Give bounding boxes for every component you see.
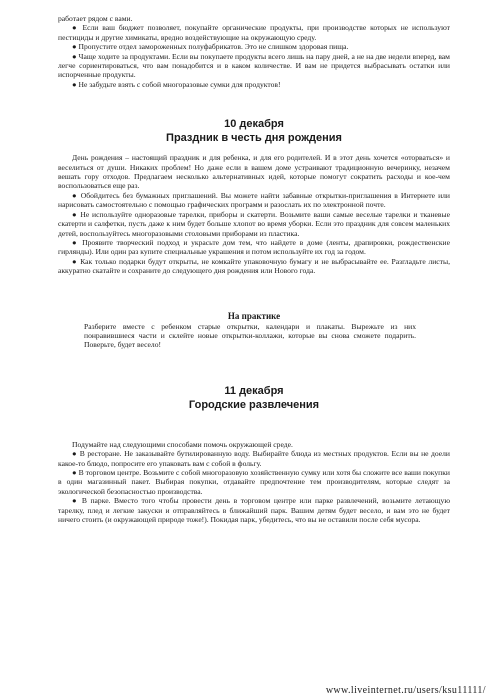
intro-paragraph-1: ● Если ваш бюджет позволяет, покупайте органические продукты, при производстве которых не используют пестициды и другие химикаты, вредно воздействующие на окружающую среду. (58, 23, 450, 42)
section-title: Праздник в честь дня рождения (166, 132, 342, 145)
practice-text: Разберите вместе с ребенком старые открытки, календари и плакаты. Вырежьте из них понравившиеся части и склейте новые открытки-коллажи, которые вы снова сможете подарить. Поверьте, будет весело! (84, 321, 416, 350)
intro-paragraph-0: работает рядом с вами. (58, 14, 133, 23)
birthday-paragraph-3: ● Не используйте одноразовые тарелки, приборы и скатерти. Возьмите ваши самые веселые тарелки и тканевые скатерти и салфетки, пусть даже к ним будет больше хлопот во время уборки. Если это праздник для совсем маленьких детей, воспользуйтесь многоразовыми столовыми приборами из пластика. (58, 209, 450, 238)
section-heading-birthday (58, 117, 450, 145)
section-heading-city (58, 384, 450, 412)
section-title: Городские развлечения (188, 398, 320, 411)
birthday-paragraph-5: ● Как только подарки будут открыты, не комкайте упаковочную бумагу и не выбрасывайте ее. Разгладьте листы, аккуратно скатайте и сохраните до следующего дня рождения или Нового года. (58, 256, 450, 276)
city-paragraph-2: ● В ресторане. Не заказывайте бутилированную воду. Выбирайте блюда из местных продуктов. Если вы не доели какое-то блюдо, попросите его упаковать вам с собой в фольгу. (58, 449, 450, 468)
city-paragraph-1: Подумайте над следующими способами помочь окружающей среде. (72, 439, 293, 449)
birthday-paragraph-1: День рождения – настоящий праздник и для ребенка, и для его родителей. И в этот день хочется «оторваться» и веселиться от души. Никаких проблем! Но даже если в вашем доме устраивают традиционную вечеринку, незачем вешать гору отходов. Предлагаем несколько альтернативных идей, которые помогут сократить расходы и кое-чем воспользоваться еще раз. (58, 153, 450, 191)
birthday-paragraph-4: ● Проявите творческий подход и украсьте дом тем, что найдете в доме (ленты, драпировки, рождественские гирлянды). Или один раз купите специальные украшения и потом используйте их год за годом. (58, 237, 450, 257)
birthday-paragraph-2: ● Обойдитесь без бумажных приглашений. Вы можете найти забавные открытки-приглашения в Интернете или нарисовать самостоятельно с помощью графических программ и разослать их по электронной почте. (58, 190, 450, 210)
practice-title: На практике (227, 310, 281, 321)
city-paragraph-3: ● В торговом центре. Возьмите с собой многоразовую хозяйственную сумку или хотя бы сложите все ваши покупки в один магазинный пакет. Выбирая покупки, отдавайте предпочтение тем производителям, которые следят за экологической безопасностью производства. (58, 467, 450, 496)
intro-paragraph-2: ● Пропустите отдел замороженных полуфабрикатов. Это не слишком здоровая пища. (72, 42, 349, 52)
section-date: 11 декабря (224, 384, 284, 397)
source-url-footer: www.liveinternet.ru/users/ksu11111/ (325, 684, 486, 696)
intro-paragraph-3: ● Чаще ходите за продуктами. Если вы покупаете продукты всего лишь на пару дней, а не на две недели вперед, вам легче сориентироваться, что вам понадобится и в каком количестве. И вам не придется выбрасывать остатки или испорченные продукты. (58, 51, 450, 80)
intro-paragraph-4: ● Не забудьте взять с собой многоразовые сумки для продуктов! (72, 79, 281, 89)
city-paragraph-4: ● В парке. Вместо того чтобы провести день в торговом центре или парке развлечений, возьмите летающую тарелку, плед и легкие закуски и отправляйтесь в ближайший парк. Вашим детям будет весело, и вам это не будет ничего стоить (и окружающей природе тоже!). Покидая парк, убедитесь, что вы не оставили после себя мусора. (58, 496, 450, 524)
section-date: 10 декабря (224, 118, 284, 131)
